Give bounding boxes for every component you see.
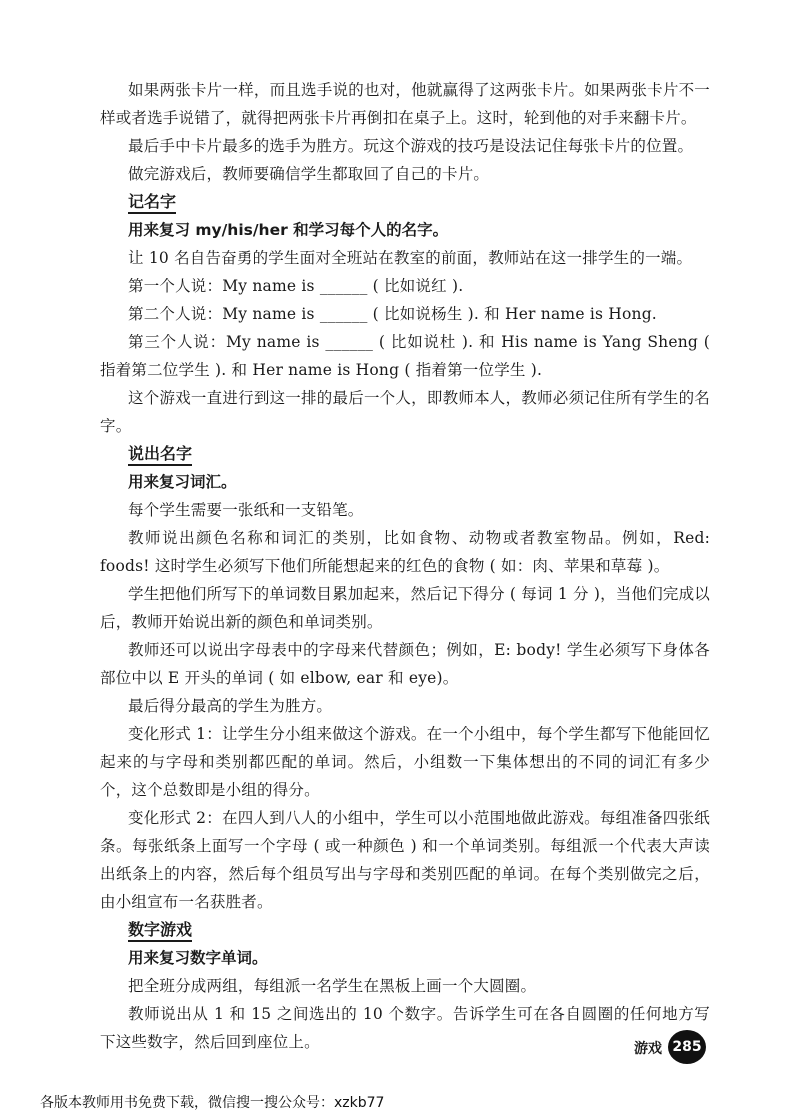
paragraph: 如果两张卡片一样，而且选手说的也对，他就赢得了这两张卡片。如果两张卡片不一样或者选手说错了，就得把两张卡片再倒扣在桌子上。这时，轮到他的对手来翻卡片。 — [100, 81, 710, 127]
download-notice: 各版本教师用书免费下载，微信搜一搜公众号：xzkb77 — [40, 1095, 385, 1111]
paragraph: 学生把他们所写下的单词数目累加起来，然后记下得分 ( 每词 1 分 )，当他们完成以后，教师开始说出新的颜色和单词类别。 — [100, 585, 710, 631]
paragraph: 做完游戏后，教师要确信学生都取回了自己的卡片。 — [128, 165, 490, 183]
paragraph: 教师说出颜色名称和词汇的类别，比如食物、动物或者教室物品。例如，Red: foods! 这时学生必须写下他们所能想起来的红色的食物 ( 如：肉、苹果和草莓 )。 — [100, 529, 710, 575]
section-heading-text: 记名字 — [128, 192, 176, 214]
paragraph: 变化形式 2：在四人到八人的小组中，学生可以小范围地做此游戏。每组准备四张纸条。每张纸条上面写一个字母 ( 或一种颜色 ) 和一个单词类别。每组派一个代表大声读出纸条上的内容，然后每个组员写出与字母和类别匹配的单词。在每个类别做完之后，由小组宣布一名获胜者。 — [100, 809, 710, 911]
paragraph: 第二个人说：My name is ______ ( 比如说杨生 ). 和 Her name is Hong. — [128, 305, 657, 323]
section-subheading: 用来复习数字单词。 — [128, 949, 268, 967]
paragraph: 最后得分最高的学生为胜方。 — [128, 697, 333, 715]
paragraph: 教师说出从 1 和 15 之间选出的 10 个数字。告诉学生可在各自圆圈的任何地方写下这些数字，然后回到座位上。 — [100, 1005, 710, 1051]
section-heading — [100, 440, 710, 468]
page-number-badge: 285 — [668, 1030, 706, 1064]
paragraph: 第一个人说：My name is ______ ( 比如说红 ). — [128, 277, 464, 295]
running-footer-label: 游戏 — [634, 1041, 662, 1057]
page-body — [100, 76, 710, 1056]
paragraph: 第三个人说：My name is ______ ( 比如说杜 ). 和 His name is Yang Sheng ( 指着第二位学生 ). 和 Her name is Hong ( 指着第一位学生 ). — [100, 333, 710, 379]
section-heading-text: 数字游戏 — [128, 920, 192, 942]
paragraph: 把全班分成两组，每组派一名学生在黑板上画一个大圆圈。 — [128, 977, 537, 995]
section-subheading: 用来复习 my/his/her 和学习每个人的名字。 — [128, 221, 449, 239]
paragraph: 教师还可以说出字母表中的字母来代替颜色；例如，E: body! 学生必须写下身体各部位中以 E 开头的单词 ( 如 elbow, ear 和 eye)。 — [100, 641, 710, 687]
section-subheading: 用来复习词汇。 — [128, 473, 237, 491]
paragraph: 最后手中卡片最多的选手为胜方。玩这个游戏的技巧是设法记住每张卡片的位置。 — [128, 137, 694, 155]
paragraph: 变化形式 1：让学生分小组来做这个游戏。在一个小组中，每个学生都写下他能回忆起来的与字母和类别都匹配的单词。然后，小组数一下集体想出的不同的词汇有多少个，这个总数即是小组的得分。 — [100, 725, 710, 799]
paragraph: 让 10 名自告奋勇的学生面对全班站在教室的前面，教师站在这一排学生的一端。 — [128, 249, 693, 267]
paragraph: 每个学生需要一张纸和一支铅笔。 — [128, 501, 364, 519]
section-heading-text: 说出名字 — [128, 444, 192, 466]
section-heading — [100, 916, 710, 944]
paragraph: 这个游戏一直进行到这一排的最后一个人，即教师本人，教师必须记住所有学生的名字。 — [100, 389, 710, 435]
section-heading — [100, 188, 710, 216]
